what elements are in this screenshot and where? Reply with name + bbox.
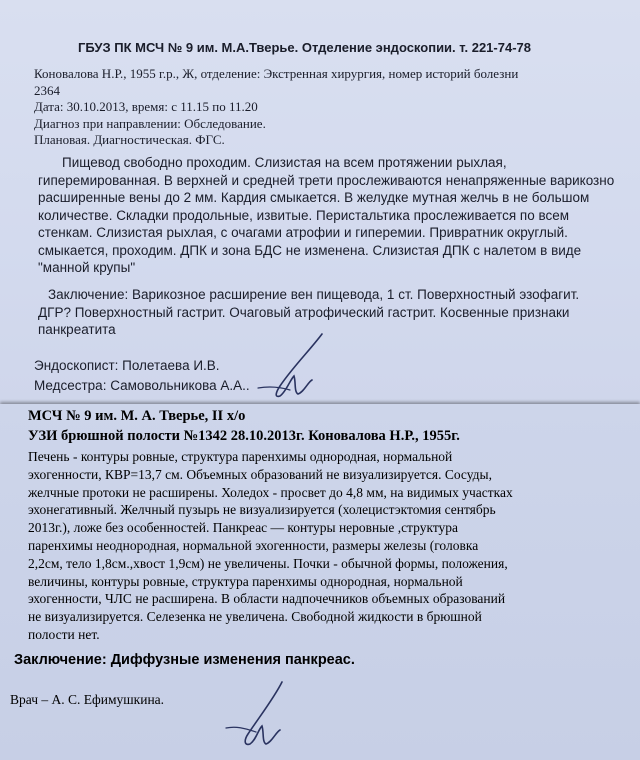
referral-diagnosis: Диагноз при направлении: Обследование. <box>34 115 266 131</box>
patient-info <box>34 66 518 149</box>
ultrasound-conclusion: Заключение: Диффузные изменения панкреас. <box>14 652 355 668</box>
finding-line: величины, контуры ровные, структура паренхимы однородная, нормальной <box>28 573 463 589</box>
signature-doctor <box>222 676 312 756</box>
conclusion-line: Заключение: Варикозное расширение вен пищевода, 1 ст. Поверхностный эзофагит. <box>48 287 580 302</box>
nurse-name: Медсестра: Самовольникова А.А.. <box>34 378 250 393</box>
exam-type: Плановая. Диагностическая. ФГС. <box>34 132 225 147</box>
doctor-name: Врач – А. С. Ефимушкина. <box>10 692 165 707</box>
finding-line: количестве. Складки продольные, извитые. Перистальтика прослеживается по всем <box>38 207 570 223</box>
exam-date: Дата: 30.10.2013, время: с 11.15 по 11.20 <box>34 99 258 114</box>
patient-line: Коновалова Н.Р., 1955 г.р., Ж, отделение: Экстренная хирургия, номер историй болезни <box>34 66 519 81</box>
endoscopy-findings <box>38 154 615 277</box>
finding-line: Печень - контуры ровные, структура паренхимы однородная, нормальной <box>28 449 453 464</box>
finding-line: полости нет. <box>28 626 100 642</box>
finding-line: расширенные вены до 2 мм. Кардия смыкается. В желудке мутная желчь в не большом <box>38 190 590 205</box>
finding-line: гиперемированная. В верхней и средней трети прослеживаются ненапряженные варикозно <box>38 172 615 188</box>
signature-endoscopist <box>250 330 340 404</box>
finding-line: 2013г.), ложе без особенностей. Панкреас — контуры неровные ,структура <box>28 520 459 536</box>
finding-line: паренхимы неоднородная, нормальной эхогенности, размеры железы (головка <box>28 537 479 553</box>
ultrasound-exam-header: УЗИ брюшной полости №1342 28.10.2013г. Коновалова Н.Р., 1955г. <box>28 428 460 444</box>
clinic-header: ГБУЗ ПК МСЧ № 9 им. М.А.Тверье. Отделение эндоскопии. т. 221-74-78 <box>78 40 531 55</box>
finding-line: желчные протоки не расширены. Холедох - просвет до 4,8 мм, на видимых участках <box>28 484 513 500</box>
ultrasound-clinic-header: МСЧ № 9 им. М. А. Тверье, II х/о <box>28 408 246 424</box>
endoscopist-name: Эндоскопист: Полетаева И.В. <box>34 358 220 373</box>
finding-line: эхогенности, КВР=13,7 см. Объемных образований не визуализируется. Сосуды, <box>28 466 492 482</box>
finding-line: не визуализируется. Селезенка не увеличена. Свободной жидкости в брюшной <box>28 609 482 625</box>
finding-line: смыкается, проходим. ДПК и зона БДС не изменена. Слизистая ДПК с налетом в виде <box>38 242 582 258</box>
conclusion-line: ДГР? Поверхностный гастрит. Очаговый атрофический гастрит. Косвенные признаки <box>38 304 570 320</box>
history-number: 2364 <box>34 82 60 98</box>
finding-line: 2,2см, тело 1,8см.,хвост 1,9см) не увеличены. Почки - обычной формы, положения, <box>28 555 508 571</box>
ultrasound-findings <box>28 448 513 644</box>
finding-line: эхонегативный. Желчный пузырь не визуализируется (холецистэктомия сентябрь <box>28 502 496 518</box>
finding-line: стенкам. Слизистая рыхлая, с очагами атрофии и гиперемии. Привратник округлый. <box>38 225 568 240</box>
finding-line: эхогенности, ЧЛС не расширена. В области надпочечников объемных образований <box>28 591 506 607</box>
finding-line: "манной крупы" <box>38 260 136 275</box>
conclusion-line: панкреатита <box>38 322 116 337</box>
finding-line: Пищевод свободно проходим. Слизистая на всем протяжении рыхлая, <box>62 155 507 170</box>
